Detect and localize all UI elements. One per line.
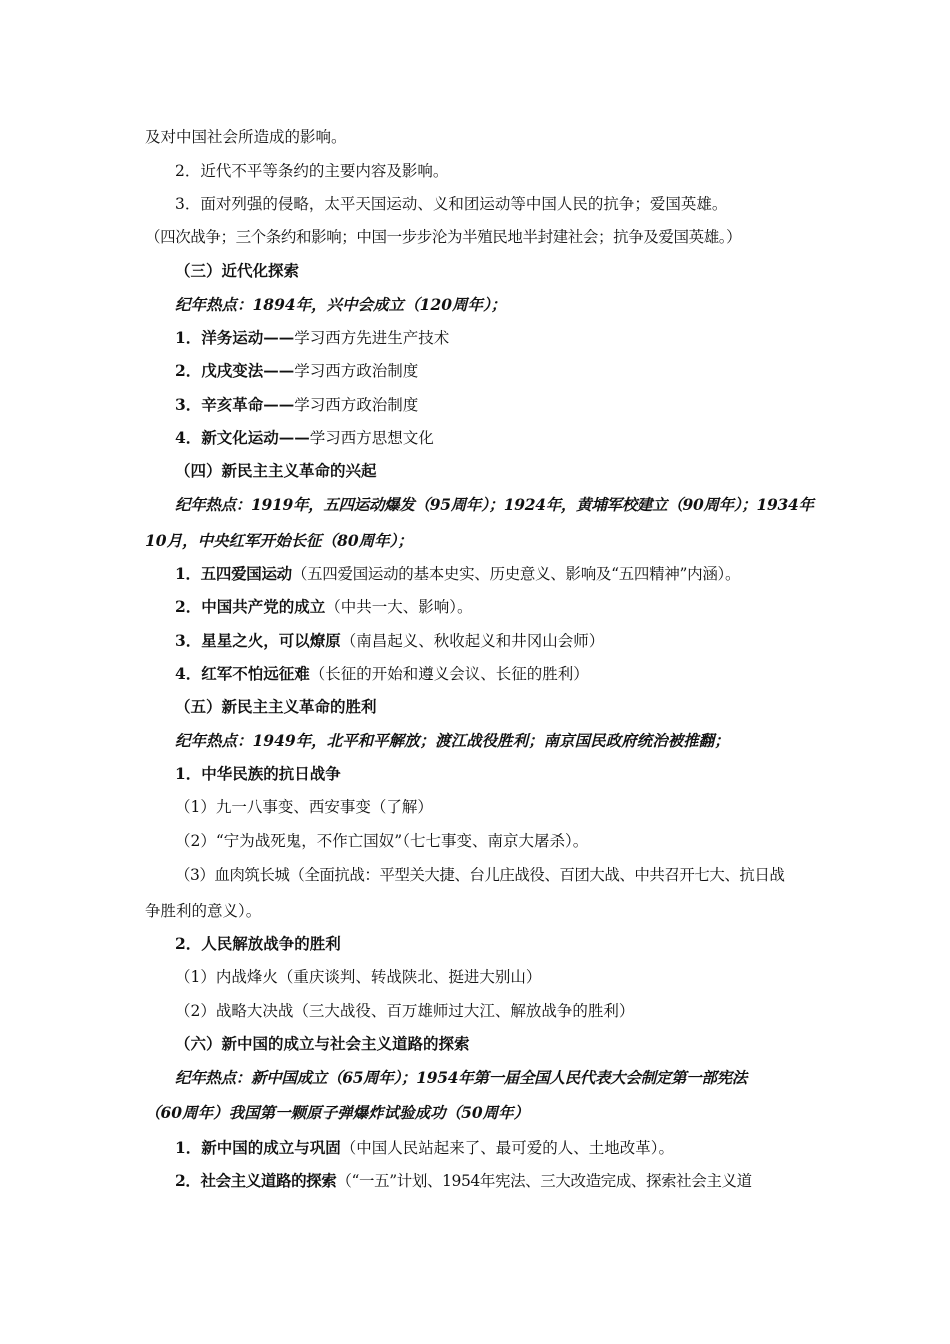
section-heading: （六）新中国的成立与社会主义道路的探索 bbox=[175, 1034, 470, 1053]
item-desc: （中国人民站起来了、最可爱的人、土地改革）。 bbox=[340, 1139, 675, 1157]
list-item: 2．近代不平等条约的主要内容及影响。 bbox=[175, 162, 449, 180]
list-item bbox=[175, 428, 434, 448]
item-desc: 学习西方思想文化 bbox=[309, 429, 434, 447]
list-item: （2）“宁为战死鬼，不作亡国奴”（七七事变、南京大屠杀）。 bbox=[175, 832, 589, 850]
item-desc: 学习西方政治制度 bbox=[294, 396, 419, 414]
item-title: 2．戊戌变法—— bbox=[175, 361, 295, 380]
item-title: 3．辛亥革命—— bbox=[175, 395, 295, 414]
list-item bbox=[175, 328, 449, 348]
list-item bbox=[175, 664, 589, 684]
item-desc: （五四爱国运动的基本史实、历史意义、影响及“五四精神”内涵）。 bbox=[291, 565, 741, 583]
subsection-heading: 1．中华民族的抗日战争 bbox=[175, 764, 341, 783]
item-desc: （南昌起义、秋收起义和井冈山会师） bbox=[340, 632, 605, 650]
text-line: 争胜利的意义）。 bbox=[145, 902, 262, 920]
anniversary-line bbox=[175, 295, 506, 315]
anniversary-line-cont: 10月，中央红军开始长征（80周年）； bbox=[145, 531, 413, 550]
item-title: 2．社会主义道路的探索 bbox=[175, 1171, 337, 1190]
summary-note: （四次战争；三个条约和影响；中国一步步沦为半殖民地半封建社会；抗争及爱国英雄。） bbox=[145, 228, 742, 246]
anniversary-text: 1894年，兴中会成立（120周年）； bbox=[252, 295, 507, 314]
list-item: （3）血肉筑长城（全面抗战：平型关大捷、台儿庄战役、百团大战、中共召开七大、抗日战 bbox=[175, 866, 785, 884]
item-title: 1．新中国的成立与巩固 bbox=[175, 1138, 341, 1157]
item-desc: （长征的开始和遵义会议、长征的胜利） bbox=[309, 665, 589, 683]
item-desc: （“一五”计划、1954年宪法、三大改造完成、探索社会主义道 bbox=[336, 1172, 752, 1190]
anniversary-label: 纪年热点： bbox=[175, 731, 253, 750]
list-item: （2）战略大决战（三大战役、百万雄师过大江、解放战争的胜利） bbox=[175, 1002, 635, 1020]
list-item bbox=[175, 1138, 674, 1158]
anniversary-label: 纪年热点： bbox=[175, 495, 252, 514]
item-title: 4．红军不怕远征难 bbox=[175, 664, 310, 683]
anniversary-label: 纪年热点： bbox=[175, 295, 253, 314]
anniversary-line-cont: （60周年）我国第一颗原子弹爆炸试验成功（50周年） bbox=[145, 1103, 530, 1122]
item-desc: 学习西方先进生产技术 bbox=[294, 329, 450, 347]
anniversary-line bbox=[175, 495, 814, 515]
item-title: 1．五四爱国运动 bbox=[175, 564, 292, 583]
subsection-heading: 2．人民解放战争的胜利 bbox=[175, 934, 341, 953]
anniversary-line bbox=[175, 1068, 747, 1088]
item-title: 1．洋务运动—— bbox=[175, 328, 295, 347]
anniversary-text: 新中国成立（65周年）；1954年第一届全国人民代表大会制定第一部宪法 bbox=[251, 1068, 747, 1087]
text-line: 及对中国社会所造成的影响。 bbox=[145, 128, 347, 146]
item-desc: 学习西方政治制度 bbox=[294, 362, 419, 380]
item-title: 4．新文化运动—— bbox=[175, 428, 310, 447]
section-heading: （四）新民主主义革命的兴起 bbox=[175, 461, 377, 480]
list-item bbox=[175, 597, 473, 617]
anniversary-line bbox=[175, 731, 730, 751]
list-item: （1）内战烽火（重庆谈判、转战陕北、挺进大别山） bbox=[175, 968, 542, 986]
anniversary-text: 1919年，五四运动爆发（95周年）；1924年，黄埔军校建立（90周年）；1934年 bbox=[251, 495, 814, 514]
list-item: 3．面对列强的侵略，太平天国运动、义和团运动等中国人民的抗争；爱国英雄。 bbox=[175, 195, 728, 213]
section-heading: （三）近代化探索 bbox=[175, 261, 300, 280]
list-item bbox=[175, 564, 740, 584]
anniversary-text: 1949年，北平和平解放；渡江战役胜利；南京国民政府统治被推翻； bbox=[252, 731, 730, 750]
anniversary-label: 纪年热点： bbox=[175, 1068, 252, 1087]
item-title: 3．星星之火，可以燎原 bbox=[175, 631, 341, 650]
list-item bbox=[175, 361, 418, 381]
list-item bbox=[175, 631, 604, 651]
item-desc: （中共一大、影响）。 bbox=[325, 598, 473, 616]
list-item: （1）九一八事变、西安事变（了解） bbox=[175, 798, 433, 816]
section-heading: （五）新民主主义革命的胜利 bbox=[175, 697, 377, 716]
list-item bbox=[175, 1171, 752, 1191]
list-item bbox=[175, 395, 418, 415]
item-title: 2．中国共产党的成立 bbox=[175, 597, 326, 616]
